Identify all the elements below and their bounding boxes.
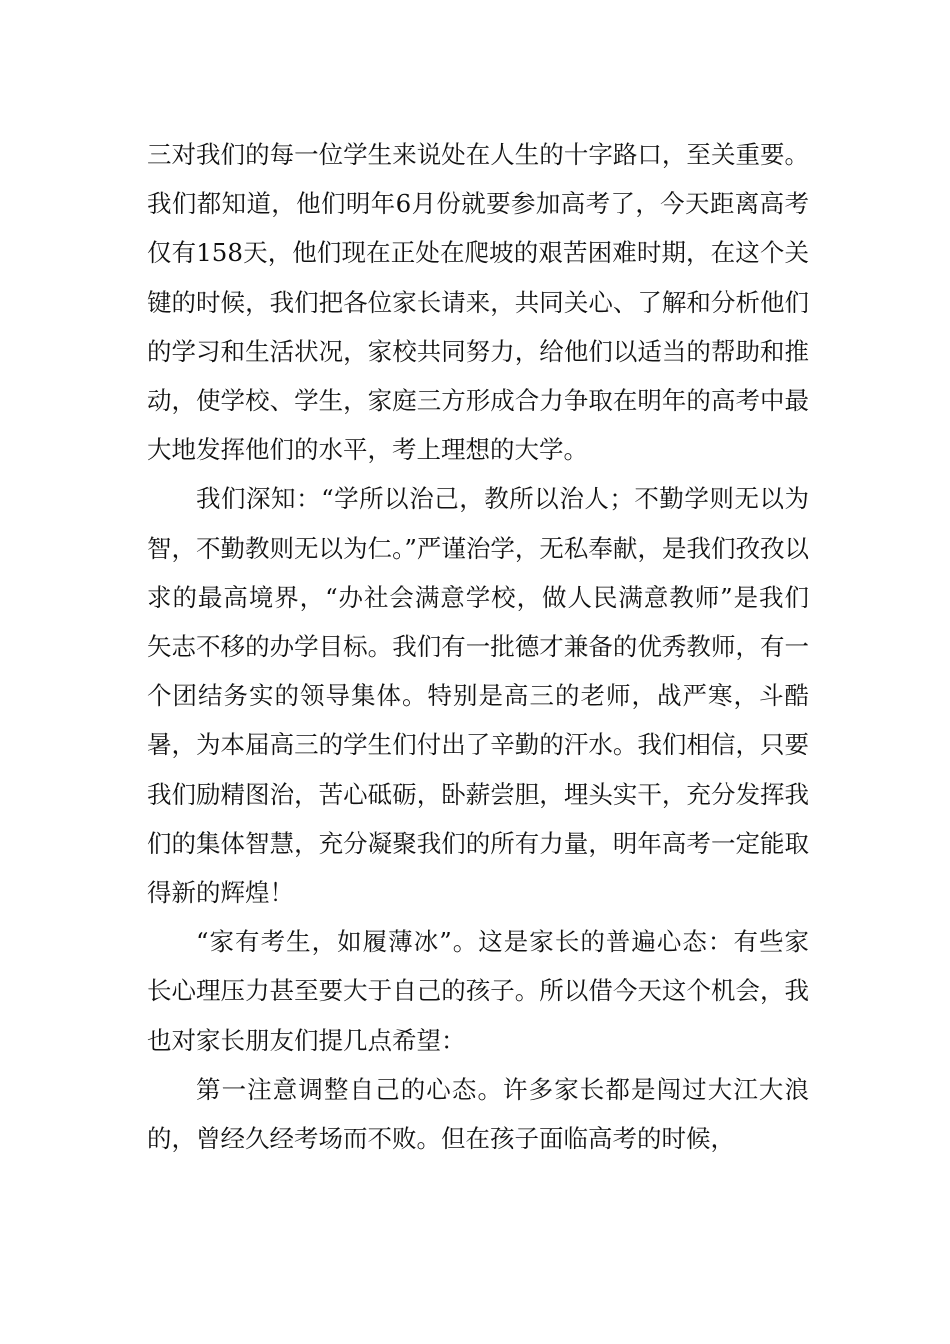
paragraph-2: 我们深知：“学所以治己，教所以治人；不勤学则无以为智，不勤教则无以为仁。”严谨治学，无私奉献，是我们孜孜以求的最高境界，“办社会满意学校，做人民满意教师”是我们矢志不移的办学目标。我们有一批德才兼备的优秀教师，有一个团结务实的领导集体。特别是高三的老师，战严寒，斗酷暑，为本届高三的学生们付出了辛勤的汗水。我们相信，只要我们励精图治，苦心砥砺，卧薪尝胆，埋头实干，充分发挥我们的集体智慧，充分凝聚我们的所有力量，明年高考一定能取得新的辉煌！ [147,484,809,908]
paragraph-1: 三对我们的每一位学生来说处在人生的十字路口，至关重要。我们都知道，他们明年6月份就要参加高考了，今天距离高考仅有158天，他们现在正处在爬坡的艰苦困难时期，在这个关键的时候，我们把各位家长请来，共同关心、了解和分析他们的学习和生活状况，家校共同努力，给他们以适当的帮助和推动，使学校、学生，家庭三方形成合力争取在明年的高考中最大地发挥他们的水平，考上理想的大学。 [147,140,809,465]
paragraph-3: “家有考生，如履薄冰”。这是家长的普遍心态：有些家长心理压力甚至要大于自己的孩子。所以借今天这个机会，我也对家长朋友们提几点希望： [147,927,809,1055]
document-body [147,130,809,1163]
paragraph-4: 第一注意调整自己的心态。许多家长都是闯过大江大浪的，曾经久经考场而不败。但在孩子面临高考的时候， [147,1074,809,1154]
